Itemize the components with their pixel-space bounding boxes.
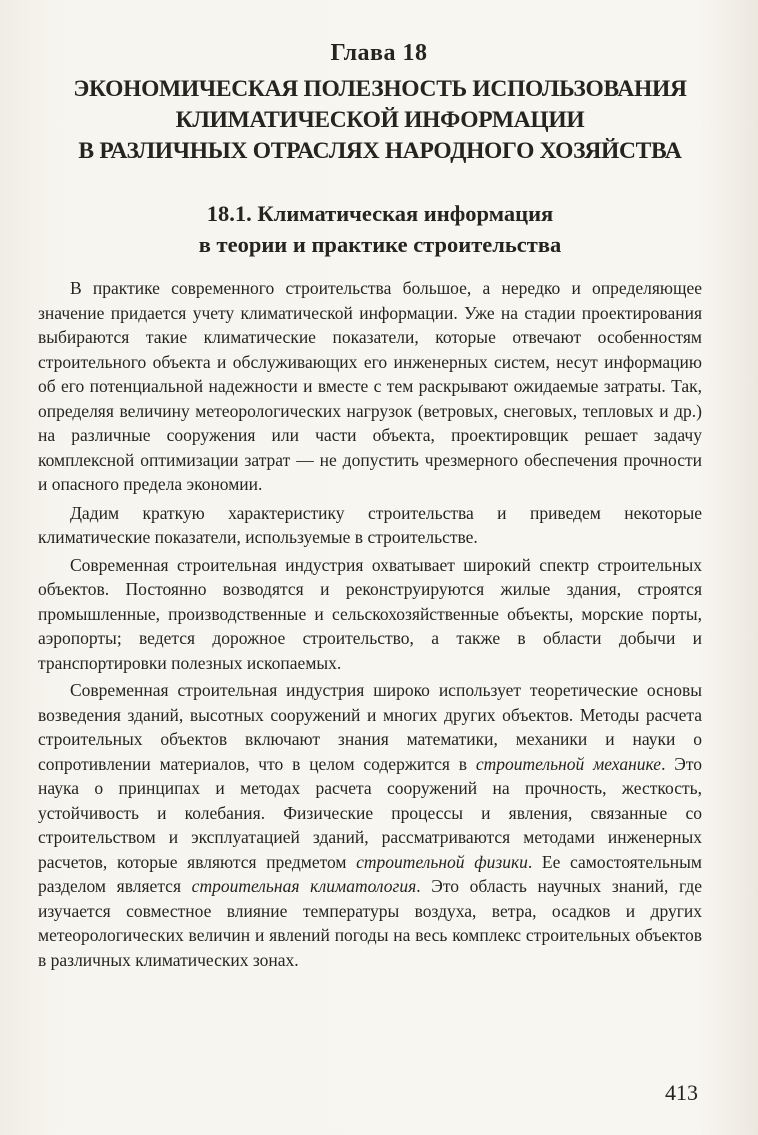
paragraph-text: . Ее самостоятельным разделом является <box>38 851 702 896</box>
section-title-line: 18.1. Климатическая информация <box>206 201 554 226</box>
section-title-line: в теории и практике строительства <box>198 232 562 257</box>
chapter-title-line: КЛИМАТИЧЕСКОЙ ИНФОРМАЦИИ <box>175 107 585 133</box>
paragraph-text: Современная строительная индустрия широко использует теоретические основы возведения зданий, высотных сооружений и многих других объектов. Методы расчета строительных объектов включают знания математики, механики и науки о сопротивлении материалов, что в целом содержится в <box>38 680 702 774</box>
page-number: 413 <box>665 1080 698 1105</box>
paragraph: В практике современного строительства большое, а нередко и определяющее значение придается учету климатической информации. Уже на стадии проектирования выбираются такие климатические показатели, которые отвечают особенностям строительного объекта и обслуживающих его инженерных систем, несут информацию об его потенциальной надежности и вместе с тем раскрывают ожидаемые затраты. Так, определяя величину метеорологических нагрузок (ветровых, снеговых, тепловых и др.) на различные сооружения или части объекта, проектировщик решает задачу комплексной оптимизации затрат — не допустить чрезмерного обеспечения прочности и опасного предела экономии. <box>38 278 702 494</box>
chapter-title <box>30 74 730 167</box>
paragraph-text: . Это наука о принципах и методах расчета сооружений на прочность, жесткость, устойчивость и колебания. Физические процессы и явления, связанные со строительством и эксплуатацией зданий, рассматриваются методами инженерных расчетов, которые являются предметом <box>38 753 702 872</box>
italic-term: строительной механике <box>475 753 662 774</box>
italic-term: строительная климатология <box>191 876 417 896</box>
section-title <box>100 198 660 260</box>
chapter-label: Глава 18 <box>330 40 428 66</box>
paragraph <box>38 678 702 972</box>
paragraph: Современная строительная индустрия охватывает широкий спектр строительных объектов. Постоянно возводятся и реконструируются жилые здания, строятся промышленные, производственные и сельскохозяйственные объекты, морские порты, аэропорты; ведется дорожное строительство, а также в области добычи и транспортировки полезных ископаемых. <box>38 554 702 673</box>
chapter-title-line: В РАЗЛИЧНЫХ ОТРАСЛЯХ НАРОДНОГО ХОЗЯЙСТВА <box>78 138 682 164</box>
chapter-title-line: ЭКОНОМИЧЕСКАЯ ПОЛЕЗНОСТЬ ИСПОЛЬЗОВАНИЯ <box>73 76 687 102</box>
body-text <box>38 276 702 972</box>
paragraph: Дадим краткую характеристику строительства и приведем некоторые климатические показатели, используемые в строительстве. <box>38 502 702 547</box>
paragraph-text: . Это область научных знаний, где изучается совместное влияние температуры воздуха, ветра, осадков и других метеорологических величин и явлений погоды на весь комплекс строительных объектов в различных климатических зонах. <box>38 876 702 970</box>
italic-term: строительной физики <box>356 851 528 872</box>
